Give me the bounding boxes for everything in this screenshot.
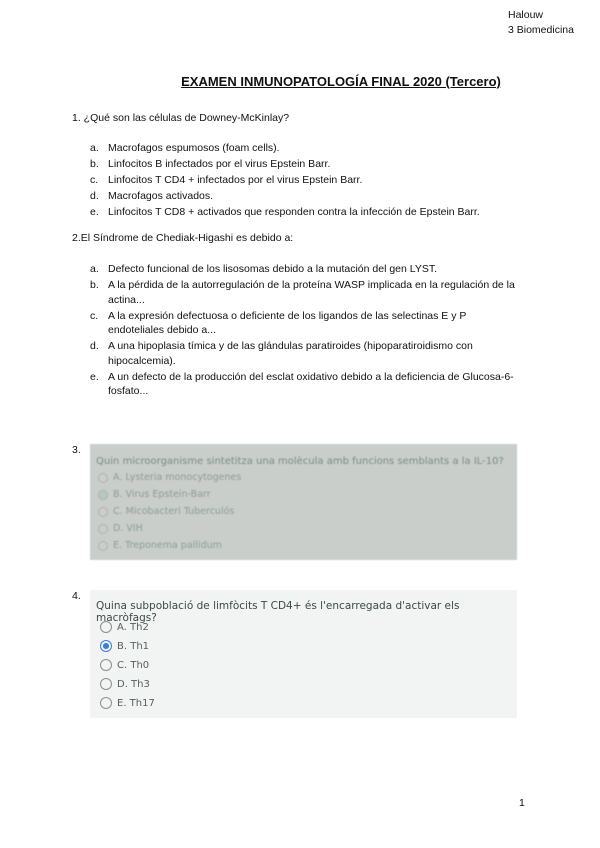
radio-option-selected — [98, 489, 211, 500]
student-course: 3 Biomedicina — [508, 24, 574, 36]
radio-icon — [100, 659, 112, 671]
option-letter: e. — [90, 370, 99, 383]
question-2-options — [90, 262, 520, 400]
radio-selected-icon — [98, 490, 108, 500]
radio-icon — [98, 524, 108, 534]
radio-option-selected — [100, 640, 149, 652]
question-3-screenshot — [90, 444, 517, 560]
exam-title: EXAMEN INMUNOPATOLOGÍA FINAL 2020 (Tercero) — [181, 74, 501, 89]
option-text: A la pérdida de la autorregulación de la proteína WASP implicada en la regulación de la actina... — [108, 279, 515, 306]
radio-option — [98, 523, 143, 534]
option-letter: c. — [90, 309, 99, 322]
radio-option — [98, 540, 222, 551]
option-letter: a. — [90, 263, 99, 275]
radio-label: B. Th1 — [117, 640, 150, 652]
page-number: 1 — [519, 797, 525, 809]
question-3-text: Quin microorganisme sintetitza una molècula amb funcions semblants a la IL-10? — [96, 456, 504, 467]
option-text: Macrofagos espumosos (foam cells). — [108, 142, 280, 154]
option-item — [90, 309, 520, 338]
option-item — [90, 205, 520, 220]
radio-label: E. Th17 — [117, 697, 155, 709]
option-text: Linfocitos T CD4 + infectados por el virus Epstein Barr. — [108, 174, 363, 186]
radio-option — [100, 678, 150, 690]
question-3-number: 3. — [72, 444, 81, 456]
radio-label: A. Th2 — [117, 621, 149, 633]
question-4-screenshot — [90, 590, 517, 718]
option-text: A un defecto de la producción del esclat oxidativo debido a la deficiencia de Glucosa-6-fosfato... — [108, 370, 514, 397]
option-text: A la expresión defectuosa o deficiente de los ligandos de las selectinas E y P endoteliales debido a... — [108, 309, 467, 336]
radio-selected-icon — [100, 640, 112, 652]
option-item — [90, 141, 520, 156]
student-header — [508, 8, 574, 38]
question-1-options — [90, 141, 520, 221]
student-name: Halouw — [508, 9, 544, 21]
radio-label: C. Micobacteri Tuberculós — [113, 506, 235, 517]
option-item — [90, 189, 520, 204]
radio-label: C. Th0 — [117, 659, 150, 671]
option-letter: d. — [90, 190, 99, 202]
radio-icon — [100, 621, 112, 633]
option-item — [90, 278, 520, 307]
radio-option — [98, 472, 241, 483]
option-item — [90, 157, 520, 172]
radio-label: D. Th3 — [117, 678, 150, 690]
option-item — [90, 370, 520, 399]
radio-icon — [100, 678, 112, 690]
question-1-text: 1. ¿Qué son las células de Downey-McKinlay? — [72, 112, 290, 124]
option-text: Linfocitos T CD8 + activados que responden contra la infección de Epstein Barr. — [108, 206, 480, 218]
option-item — [90, 339, 520, 368]
option-item — [90, 173, 520, 188]
radio-option — [100, 621, 149, 633]
radio-label: A. Lysteria monocytogenes — [113, 472, 242, 483]
radio-label: E. Treponema pallidum — [113, 540, 222, 551]
option-letter: e. — [90, 206, 99, 218]
option-letter: a. — [90, 142, 99, 154]
radio-label: D. VIH — [113, 523, 143, 534]
option-item — [90, 262, 520, 277]
radio-option — [98, 506, 234, 517]
radio-option — [100, 697, 155, 709]
option-letter: d. — [90, 340, 99, 352]
radio-icon — [98, 473, 108, 483]
question-2-text: 2.El Síndrome de Chediak-Higashi es debido a: — [72, 232, 294, 244]
option-text: Macrofagos activados. — [108, 190, 214, 202]
option-text: Linfocitos B infectados por el virus Epstein Barr. — [108, 158, 331, 170]
option-text: Defecto funcional de los lisosomas debido a la mutación del gen LYST. — [108, 263, 438, 275]
question-4-text: Quina subpoblació de limfòcits T CD4+ és l'encarregada d'activar els macròfags? — [96, 600, 460, 624]
radio-label: B. Virus Epstein-Barr — [113, 489, 211, 500]
radio-option — [100, 659, 149, 671]
option-letter: b. — [90, 158, 99, 170]
option-text: A una hipoplasia tímica y de las glándulas paratiroides (hipoparatiroidismo con hipocalcemia). — [108, 340, 473, 367]
radio-icon — [98, 507, 108, 517]
option-letter: b. — [90, 279, 99, 291]
question-4-number: 4. — [72, 590, 81, 602]
radio-icon — [100, 697, 112, 709]
radio-icon — [98, 541, 108, 551]
option-letter: c. — [90, 174, 99, 186]
